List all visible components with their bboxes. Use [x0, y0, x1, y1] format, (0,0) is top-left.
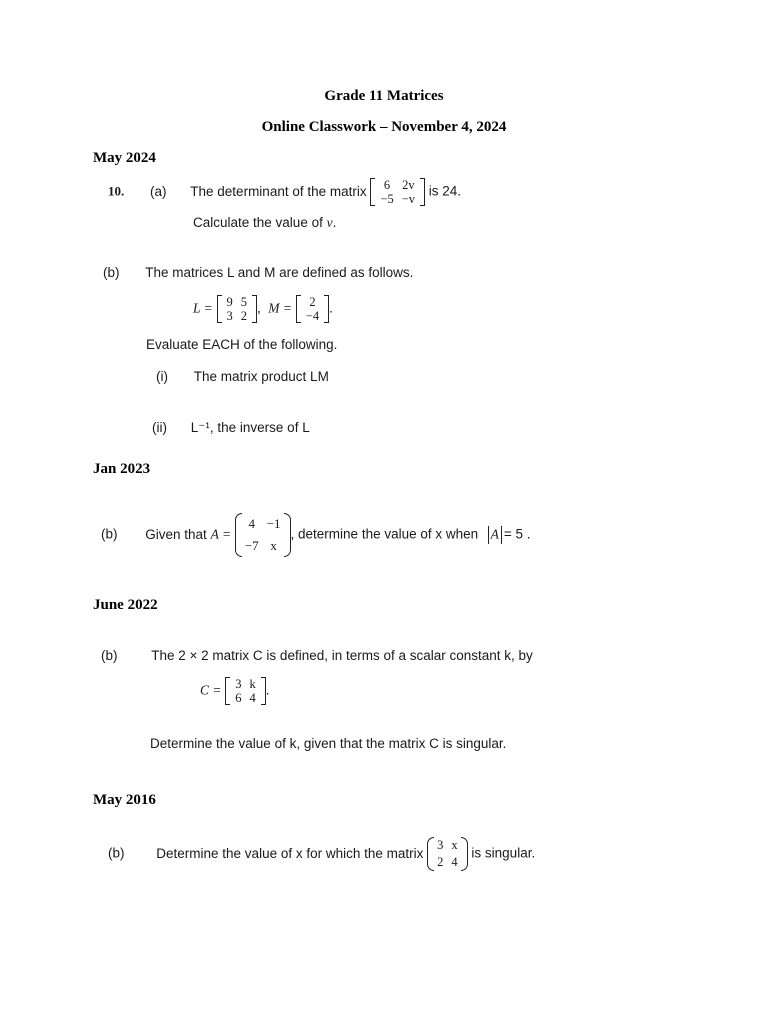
question-part-b-matrices	[103, 265, 413, 280]
evaluate-text: Evaluate EACH of the following.	[146, 337, 338, 352]
matrix-m	[296, 295, 329, 323]
matrix-a	[370, 178, 425, 206]
matrix-l-label: L =	[193, 300, 213, 316]
part-label: (b)	[103, 265, 120, 280]
matrix-c-label: C =	[200, 682, 222, 698]
determinant-bar-left	[488, 526, 489, 544]
matrix-cell: 5	[240, 295, 248, 309]
matrix-cell: 3	[226, 309, 233, 323]
page-title: Grade 11 Matrices	[324, 88, 444, 104]
matrix-cell: 2	[437, 855, 444, 869]
section-heading-may-2024: May 2024	[93, 150, 156, 166]
given-text: Given that	[145, 526, 207, 542]
matrix-cell: 2v	[402, 178, 415, 192]
is-singular-text: is singular.	[471, 845, 536, 861]
matrix-a-label: A =	[210, 526, 232, 542]
question-number: 10.	[108, 183, 125, 199]
matrix-c	[225, 677, 266, 705]
matrix-cell: 3	[235, 677, 242, 691]
determinant-value-text: is 24.	[428, 183, 462, 199]
section-heading-jan-2023: Jan 2023	[93, 461, 151, 477]
part-label: (b)	[101, 648, 118, 663]
determinant-bar-right	[501, 526, 502, 544]
matrix-cell: −1	[266, 516, 281, 531]
matrices-l-and-m: L = 9 5 3 2 , M = 2 −4 .	[193, 295, 333, 323]
determinant-text: The determinant of the matrix	[190, 183, 367, 199]
section-heading-may-2016: May 2016	[93, 792, 156, 808]
matrix-c-line: C = 3 k 6 4 .	[200, 677, 270, 705]
determine-text: , determine the value of x when	[290, 526, 479, 542]
inverse-text: L⁻¹, the inverse of L	[190, 420, 310, 435]
sub-question-ii	[152, 420, 310, 436]
matrix-cell: −5	[380, 192, 394, 206]
matrix-2016	[427, 837, 468, 871]
matrix-cell: x	[451, 838, 458, 852]
part-label: (b)	[101, 526, 118, 542]
matrix-cell: −4	[305, 309, 320, 323]
calculate-v-line: Calculate the value of v.	[193, 215, 337, 230]
matrix-a-2023	[235, 513, 291, 557]
section-heading-june-2022: June 2022	[93, 597, 158, 613]
matrix-cell: 6	[235, 691, 242, 705]
matrix-c-definition-text: The 2 × 2 matrix C is defined, in terms of a scalar constant k, by	[151, 648, 533, 663]
matrix-l	[217, 295, 258, 323]
determinant-value: = 5 .	[503, 526, 531, 542]
matrix-cell: 2	[309, 295, 316, 309]
sub-question-i	[156, 369, 329, 384]
question-10-part-a	[108, 178, 461, 206]
sub-part-label: (ii)	[152, 420, 167, 435]
matrix-cell: −7	[244, 538, 259, 553]
matrix-m-label: M =	[268, 300, 293, 316]
matrix-cell: x	[270, 538, 277, 553]
part-label: (a)	[150, 183, 167, 199]
matrix-cell: 4	[249, 691, 256, 705]
matrix-cell: −v	[401, 192, 416, 206]
matrix-product-text: The matrix product LM	[193, 369, 329, 384]
question-june-2022-b	[101, 648, 533, 663]
matrix-cell: 4	[451, 855, 458, 869]
matrix-cell: 4	[248, 516, 256, 531]
page-subtitle: Online Classwork – November 4, 2024	[261, 119, 507, 135]
singular-question-text: Determine the value of k, given that the matrix C is singular.	[150, 736, 507, 751]
question-jan-2023-b	[101, 513, 531, 557]
matrix-cell: 2	[240, 309, 248, 323]
calculate-text: Calculate the value of	[193, 215, 323, 230]
part-label: (b)	[108, 845, 125, 861]
matrix-cell: 9	[226, 295, 233, 309]
sub-part-label: (i)	[156, 369, 168, 384]
matrix-cell: k	[249, 677, 256, 691]
question-may-2016-b	[108, 837, 535, 871]
matrix-cell: 3	[437, 838, 444, 852]
determinant-variable: A	[490, 526, 499, 542]
determine-x-text: Determine the value of x for which the matrix	[156, 845, 424, 861]
matrices-definition-text: The matrices L and M are defined as follows.	[145, 265, 414, 280]
variable-v: v	[326, 215, 333, 230]
matrix-cell: 6	[383, 178, 391, 192]
